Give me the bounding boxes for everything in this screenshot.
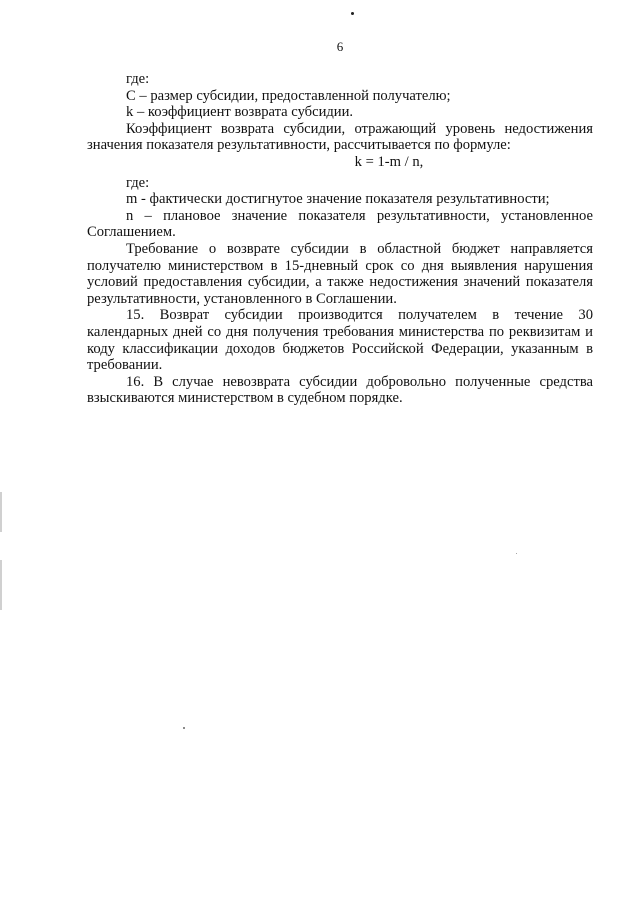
scan-artifact-dot [351, 12, 354, 15]
formula: k = 1-m / n, [354, 153, 424, 170]
scan-edge-mark [0, 560, 2, 610]
paragraph-c-definition: С – размер субсидии, предоставленной получателю; [126, 87, 451, 104]
scan-artifact-dot [516, 553, 517, 554]
page-number: 6 [336, 39, 344, 54]
paragraph-m-definition: m - фактически достигнутое значение показателя результативности; [126, 191, 550, 208]
paragraph-where: где: [126, 71, 150, 87]
document-body [87, 71, 593, 407]
paragraph-item-15: 15. Возврат субсидии производится получателем в течение 30 календарных дней со дня получения требования министерства по реквизитам и коду классификации доходов бюджетов Российской Федерации, указанным в требовании. [87, 307, 593, 374]
paragraph-refund-demand: Требование о возврате субсидии в областной бюджет направляется получателю министерством в 15-дневный срок со дня выявления нарушения условий предоставления субсидии, а также недостижения значений показателя результативности, установленного в Соглашении. [87, 240, 593, 307]
paragraph-n-definition: n – плановое значение показателя результативности, установленное Соглашением. [87, 207, 593, 241]
paragraph-k-definition: k – коэффициент возврата субсидии. [126, 104, 354, 121]
scan-edge-mark [0, 492, 2, 532]
paragraph-item-16: 16. В случае невозврата субсидии добровольно полученные средства взыскиваются министерством в судебном порядке. [87, 373, 593, 407]
scan-artifact-dot [183, 727, 185, 729]
paragraph-coefficient-intro: Коэффициент возврата субсидии, отражающий уровень недостижения значения показателя результативности, рассчитывается по формуле: [87, 120, 593, 154]
paragraph-where: где: [126, 174, 150, 191]
